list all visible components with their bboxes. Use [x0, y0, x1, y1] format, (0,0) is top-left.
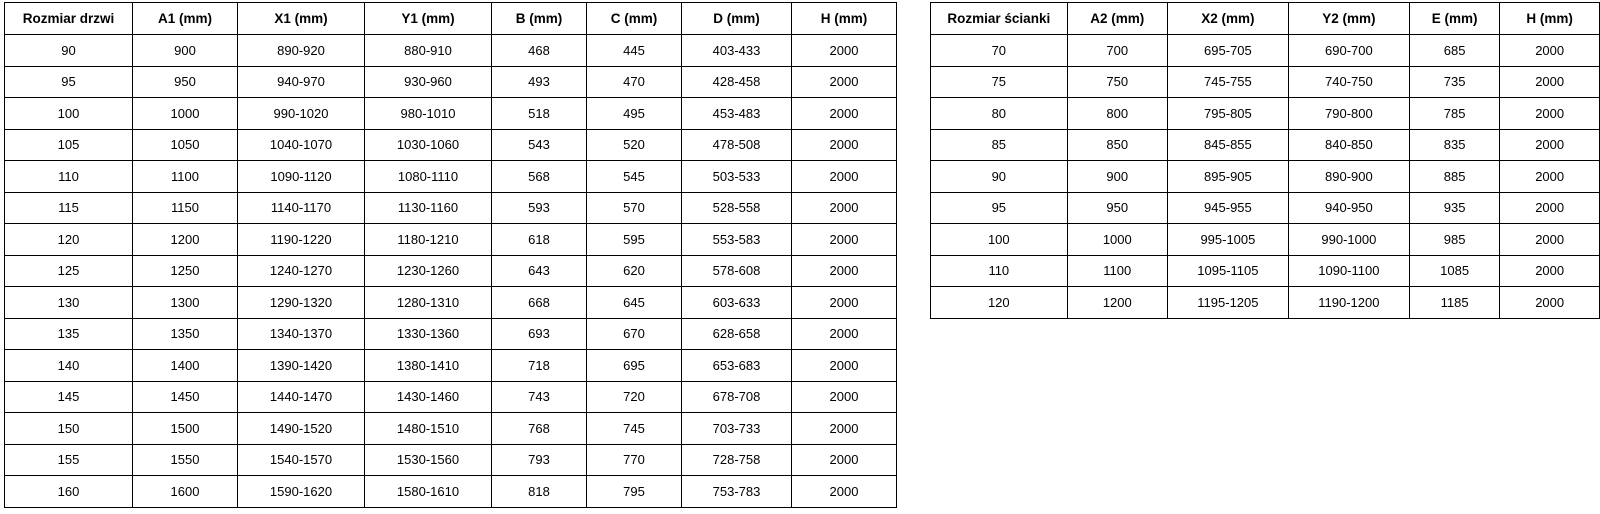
- table-cell: 445: [587, 35, 682, 67]
- table-cell: 743: [492, 381, 587, 413]
- table-cell: 645: [587, 287, 682, 319]
- table-cell: 593: [492, 192, 587, 224]
- table-cell: 1090-1120: [238, 161, 365, 193]
- table-cell: 2000: [792, 287, 897, 319]
- table-cell: 2000: [1500, 224, 1600, 256]
- table-cell: 2000: [1500, 287, 1600, 319]
- table-cell: 543: [492, 129, 587, 161]
- table-cell: 690-700: [1288, 35, 1409, 67]
- table-row: [5, 287, 897, 319]
- table-cell: 125: [5, 255, 133, 287]
- table-cell: 945-955: [1167, 192, 1288, 224]
- table-cell: 120: [5, 224, 133, 256]
- table-row: [5, 413, 897, 445]
- walls-column-header: E (mm): [1409, 3, 1499, 35]
- table-cell: 478-508: [682, 129, 792, 161]
- table-cell: 1185: [1409, 287, 1499, 319]
- table-cell: 1100: [133, 161, 238, 193]
- table-cell: 1440-1470: [238, 381, 365, 413]
- table-row: [5, 35, 897, 67]
- table-cell: 890-900: [1288, 161, 1409, 193]
- table-cell: 2000: [1500, 35, 1600, 67]
- table-cell: 845-855: [1167, 129, 1288, 161]
- table-cell: 685: [1409, 35, 1499, 67]
- table-cell: 130: [5, 287, 133, 319]
- table-cell: 453-483: [682, 98, 792, 130]
- table-cell: 1000: [1067, 224, 1167, 256]
- table-cell: 890-920: [238, 35, 365, 67]
- table-cell: 90: [5, 35, 133, 67]
- table-cell: 653-683: [682, 350, 792, 382]
- table-cell: 100: [5, 98, 133, 130]
- table-cell: 75: [931, 66, 1068, 98]
- table-cell: 495: [587, 98, 682, 130]
- table-cell: 720: [587, 381, 682, 413]
- table-cell: 110: [931, 255, 1068, 287]
- table-cell: 95: [931, 192, 1068, 224]
- table-cell: 110: [5, 161, 133, 193]
- table-cell: 818: [492, 476, 587, 508]
- table-cell: 1380-1410: [365, 350, 492, 382]
- table-row: [5, 66, 897, 98]
- table-cell: 1200: [1067, 287, 1167, 319]
- table-cell: 850: [1067, 129, 1167, 161]
- table-cell: 950: [1067, 192, 1167, 224]
- table-cell: 668: [492, 287, 587, 319]
- table-cell: 880-910: [365, 35, 492, 67]
- table-cell: 790-800: [1288, 98, 1409, 130]
- table-cell: 753-783: [682, 476, 792, 508]
- table-cell: 553-583: [682, 224, 792, 256]
- table-cell: 935: [1409, 192, 1499, 224]
- table-cell: 160: [5, 476, 133, 508]
- table-cell: 2000: [792, 255, 897, 287]
- doors-column-header: B (mm): [492, 3, 587, 35]
- table-cell: 520: [587, 129, 682, 161]
- table-cell: 643: [492, 255, 587, 287]
- table-row: [931, 161, 1600, 193]
- table-cell: 2000: [792, 66, 897, 98]
- table-cell: 2000: [1500, 98, 1600, 130]
- table-cell: 800: [1067, 98, 1167, 130]
- table-cell: 990-1020: [238, 98, 365, 130]
- walls-column-header: H (mm): [1500, 3, 1600, 35]
- table-cell: 1530-1560: [365, 444, 492, 476]
- doors-column-header: A1 (mm): [133, 3, 238, 35]
- table-cell: 2000: [792, 381, 897, 413]
- table-cell: 1430-1460: [365, 381, 492, 413]
- table-cell: 718: [492, 350, 587, 382]
- table-cell: 2000: [792, 476, 897, 508]
- table-cell: 740-750: [1288, 66, 1409, 98]
- table-cell: 470: [587, 66, 682, 98]
- table-cell: 1140-1170: [238, 192, 365, 224]
- table-cell: 930-960: [365, 66, 492, 98]
- table-cell: 695: [587, 350, 682, 382]
- table-row: [931, 35, 1600, 67]
- doors-column-header: C (mm): [587, 3, 682, 35]
- walls-table-body: [931, 35, 1600, 319]
- walls-column-header: A2 (mm): [1067, 3, 1167, 35]
- table-cell: 1095-1105: [1167, 255, 1288, 287]
- table-header-row: [5, 3, 897, 35]
- table-cell: 1230-1260: [365, 255, 492, 287]
- table-cell: 80: [931, 98, 1068, 130]
- table-cell: 1190-1220: [238, 224, 365, 256]
- table-cell: 2000: [792, 224, 897, 256]
- table-cell: 2000: [792, 98, 897, 130]
- table-cell: 428-458: [682, 66, 792, 98]
- table-cell: 2000: [792, 413, 897, 445]
- walls-column-header: X2 (mm): [1167, 3, 1288, 35]
- table-cell: 900: [1067, 161, 1167, 193]
- table-row: [5, 255, 897, 287]
- table-row: [931, 255, 1600, 287]
- table-row: [5, 444, 897, 476]
- doors-dimensions-table: [4, 2, 897, 508]
- table-cell: 140: [5, 350, 133, 382]
- table-cell: 1490-1520: [238, 413, 365, 445]
- table-cell: 150: [5, 413, 133, 445]
- table-cell: 695-705: [1167, 35, 1288, 67]
- table-row: [931, 129, 1600, 161]
- table-row: [931, 66, 1600, 98]
- table-cell: 2000: [792, 129, 897, 161]
- table-cell: 995-1005: [1167, 224, 1288, 256]
- table-cell: 2000: [1500, 255, 1600, 287]
- table-cell: 700: [1067, 35, 1167, 67]
- table-row: [5, 350, 897, 382]
- table-cell: 895-905: [1167, 161, 1288, 193]
- table-cell: 120: [931, 287, 1068, 319]
- table-cell: 403-433: [682, 35, 792, 67]
- table-cell: 1590-1620: [238, 476, 365, 508]
- table-cell: 950: [133, 66, 238, 98]
- table-cell: 735: [1409, 66, 1499, 98]
- doors-table-header: [5, 3, 897, 35]
- table-row: [5, 381, 897, 413]
- table-cell: 100: [931, 224, 1068, 256]
- table-cell: 2000: [1500, 129, 1600, 161]
- table-cell: 155: [5, 444, 133, 476]
- table-cell: 1600: [133, 476, 238, 508]
- table-cell: 745-755: [1167, 66, 1288, 98]
- doors-column-header: X1 (mm): [238, 3, 365, 35]
- table-row: [5, 318, 897, 350]
- table-cell: 115: [5, 192, 133, 224]
- table-row: [5, 476, 897, 508]
- table-cell: 900: [133, 35, 238, 67]
- table-cell: 1080-1110: [365, 161, 492, 193]
- table-cell: 1030-1060: [365, 129, 492, 161]
- walls-table-header: [931, 3, 1600, 35]
- table-cell: 1195-1205: [1167, 287, 1288, 319]
- doors-column-header: Rozmiar drzwi: [5, 3, 133, 35]
- table-cell: 795-805: [1167, 98, 1288, 130]
- table-cell: 1330-1360: [365, 318, 492, 350]
- table-cell: 1050: [133, 129, 238, 161]
- doors-column-header: D (mm): [682, 3, 792, 35]
- table-cell: 1300: [133, 287, 238, 319]
- doors-column-header: H (mm): [792, 3, 897, 35]
- table-cell: 793: [492, 444, 587, 476]
- table-cell: 2000: [792, 192, 897, 224]
- table-row: [931, 287, 1600, 319]
- table-cell: 745: [587, 413, 682, 445]
- table-cell: 518: [492, 98, 587, 130]
- table-cell: 693: [492, 318, 587, 350]
- table-cell: 1200: [133, 224, 238, 256]
- table-cell: 1280-1310: [365, 287, 492, 319]
- table-row: [5, 129, 897, 161]
- table-cell: 570: [587, 192, 682, 224]
- table-cell: 145: [5, 381, 133, 413]
- table-row: [5, 161, 897, 193]
- table-cell: 105: [5, 129, 133, 161]
- table-header-row: [931, 3, 1600, 35]
- table-cell: 135: [5, 318, 133, 350]
- table-cell: 620: [587, 255, 682, 287]
- table-row: [5, 98, 897, 130]
- doors-table-body: [5, 35, 897, 508]
- table-cell: 703-733: [682, 413, 792, 445]
- table-cell: 1540-1570: [238, 444, 365, 476]
- table-cell: 1480-1510: [365, 413, 492, 445]
- table-cell: 785: [1409, 98, 1499, 130]
- table-cell: 750: [1067, 66, 1167, 98]
- table-cell: 1090-1100: [1288, 255, 1409, 287]
- table-cell: 768: [492, 413, 587, 445]
- table-cell: 940-970: [238, 66, 365, 98]
- table-row: [931, 192, 1600, 224]
- table-row: [931, 224, 1600, 256]
- walls-column-header: Y2 (mm): [1288, 3, 1409, 35]
- table-cell: 1190-1200: [1288, 287, 1409, 319]
- table-cell: 1400: [133, 350, 238, 382]
- table-cell: 603-633: [682, 287, 792, 319]
- table-cell: 578-608: [682, 255, 792, 287]
- table-cell: 1340-1370: [238, 318, 365, 350]
- doors-column-header: Y1 (mm): [365, 3, 492, 35]
- table-cell: 670: [587, 318, 682, 350]
- table-cell: 528-558: [682, 192, 792, 224]
- table-cell: 835: [1409, 129, 1499, 161]
- walls-column-header: Rozmiar ścianki: [931, 3, 1068, 35]
- table-cell: 90: [931, 161, 1068, 193]
- table-cell: 840-850: [1288, 129, 1409, 161]
- table-cell: 493: [492, 66, 587, 98]
- table-cell: 468: [492, 35, 587, 67]
- table-row: [5, 192, 897, 224]
- table-cell: 2000: [792, 318, 897, 350]
- table-cell: 503-533: [682, 161, 792, 193]
- table-cell: 628-658: [682, 318, 792, 350]
- table-cell: 885: [1409, 161, 1499, 193]
- table-cell: 980-1010: [365, 98, 492, 130]
- table-cell: 795: [587, 476, 682, 508]
- doors-dimensions-table-container: [4, 2, 897, 508]
- table-cell: 95: [5, 66, 133, 98]
- table-cell: 70: [931, 35, 1068, 67]
- table-cell: 770: [587, 444, 682, 476]
- table-cell: 1150: [133, 192, 238, 224]
- table-cell: 595: [587, 224, 682, 256]
- table-cell: 1240-1270: [238, 255, 365, 287]
- table-cell: 678-708: [682, 381, 792, 413]
- table-cell: 2000: [1500, 192, 1600, 224]
- table-cell: 1100: [1067, 255, 1167, 287]
- table-cell: 2000: [792, 444, 897, 476]
- table-cell: 1290-1320: [238, 287, 365, 319]
- table-cell: 618: [492, 224, 587, 256]
- table-cell: 2000: [1500, 66, 1600, 98]
- table-cell: 2000: [1500, 161, 1600, 193]
- walls-dimensions-table-container: [930, 2, 1600, 319]
- table-cell: 985: [1409, 224, 1499, 256]
- table-cell: 1450: [133, 381, 238, 413]
- table-cell: 1250: [133, 255, 238, 287]
- table-cell: 1180-1210: [365, 224, 492, 256]
- table-cell: 1130-1160: [365, 192, 492, 224]
- table-cell: 1085: [1409, 255, 1499, 287]
- table-cell: 2000: [792, 161, 897, 193]
- walls-dimensions-table: [930, 2, 1600, 319]
- table-row: [5, 224, 897, 256]
- table-cell: 85: [931, 129, 1068, 161]
- table-cell: 568: [492, 161, 587, 193]
- table-cell: 728-758: [682, 444, 792, 476]
- table-cell: 1350: [133, 318, 238, 350]
- table-cell: 2000: [792, 35, 897, 67]
- table-cell: 1500: [133, 413, 238, 445]
- table-cell: 545: [587, 161, 682, 193]
- table-cell: 1040-1070: [238, 129, 365, 161]
- table-cell: 990-1000: [1288, 224, 1409, 256]
- table-cell: 2000: [792, 350, 897, 382]
- table-cell: 1000: [133, 98, 238, 130]
- table-row: [931, 98, 1600, 130]
- table-cell: 1390-1420: [238, 350, 365, 382]
- table-cell: 940-950: [1288, 192, 1409, 224]
- table-cell: 1550: [133, 444, 238, 476]
- table-cell: 1580-1610: [365, 476, 492, 508]
